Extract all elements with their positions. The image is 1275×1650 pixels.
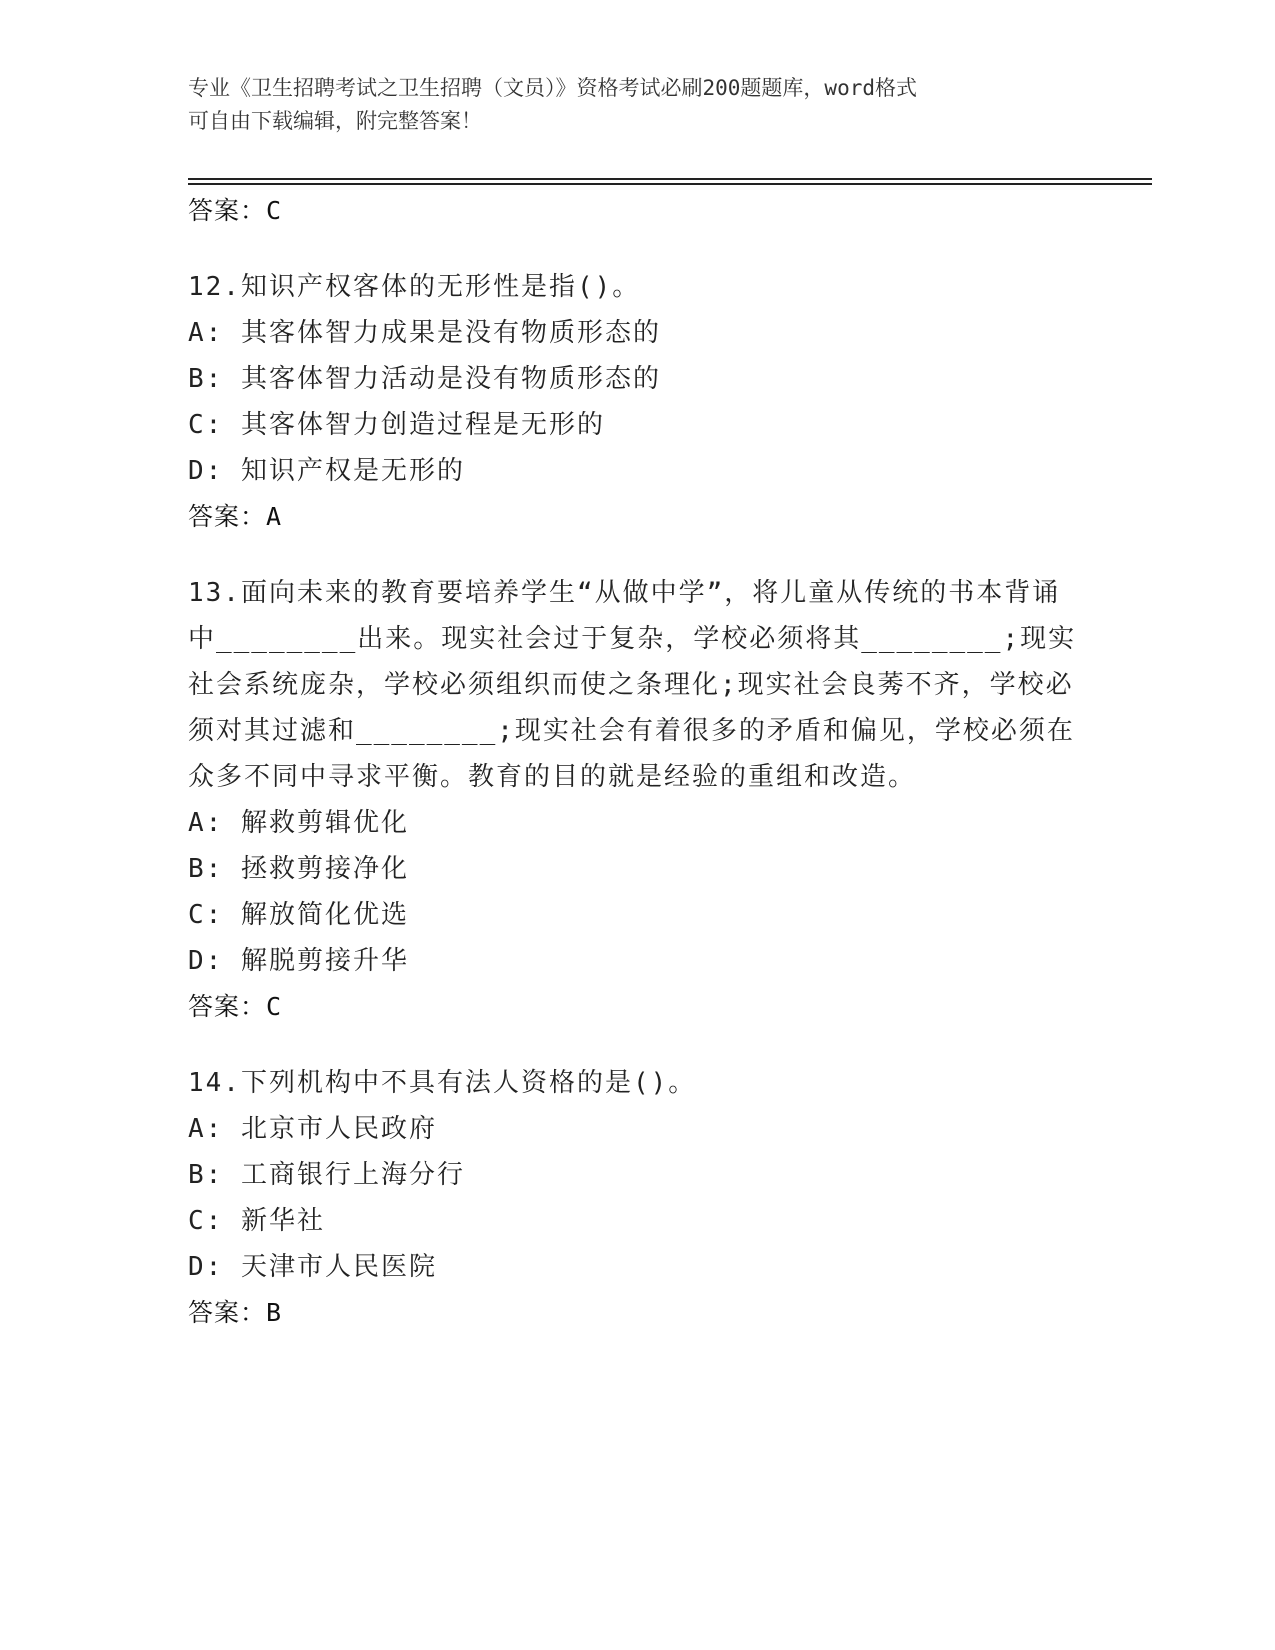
document-header: [188, 72, 1068, 138]
header-line-1: 专业《卫生招聘考试之卫生招聘（文员）》资格考试必刷200题题库，word格式: [188, 76, 917, 100]
question-13: [188, 570, 1088, 1030]
option-d: D: 知识产权是无形的: [188, 456, 465, 486]
option-c: C: 其客体智力创造过程是无形的: [188, 410, 605, 440]
option-a: A: 其客体智力成果是没有物质形态的: [188, 318, 661, 348]
option-d: D: 天津市人民医院: [188, 1252, 437, 1282]
option-b: B: 工商银行上海分行: [188, 1160, 465, 1190]
option-b: B: 拯救剪接净化: [188, 854, 409, 884]
header-divider-top: [188, 178, 1152, 180]
question-stem: 14.下列机构中不具有法人资格的是()。: [188, 1068, 697, 1098]
option-c: C: 解放简化优选: [188, 900, 409, 930]
answer: 答案：A: [188, 502, 283, 531]
header-divider-bottom: [188, 183, 1152, 185]
question-list: [188, 188, 1088, 1336]
question-12: [188, 264, 1088, 540]
option-d: D: 解脱剪接升华: [188, 946, 409, 976]
option-b: B: 其客体智力活动是没有物质形态的: [188, 364, 661, 394]
question-14: [188, 1060, 1088, 1336]
question-stem: 13.面向未来的教育要培养学生“从做中学”，将儿童从传统的书本背诵中________出来。现实社会过于复杂，学校必须将其________;现实社会系统庞杂，学校必须组织而使之条理化;现实社会良莠不齐，学校必须对其过滤和________;现实社会有着很多的矛盾和偏见，学校必须在众多不同中寻求平衡。教育的目的就是经验的重组和改造。: [188, 578, 1077, 792]
option-c: C: 新华社: [188, 1206, 325, 1236]
previous-answer: 答案：C: [188, 196, 283, 225]
answer: 答案：C: [188, 992, 283, 1021]
question-stem: 12.知识产权客体的无形性是指()。: [188, 272, 641, 302]
option-a: A: 解救剪辑优化: [188, 808, 409, 838]
option-a: A: 北京市人民政府: [188, 1114, 437, 1144]
answer: 答案：B: [188, 1298, 283, 1327]
header-line-2: 可自由下载编辑，附完整答案！: [188, 109, 482, 133]
